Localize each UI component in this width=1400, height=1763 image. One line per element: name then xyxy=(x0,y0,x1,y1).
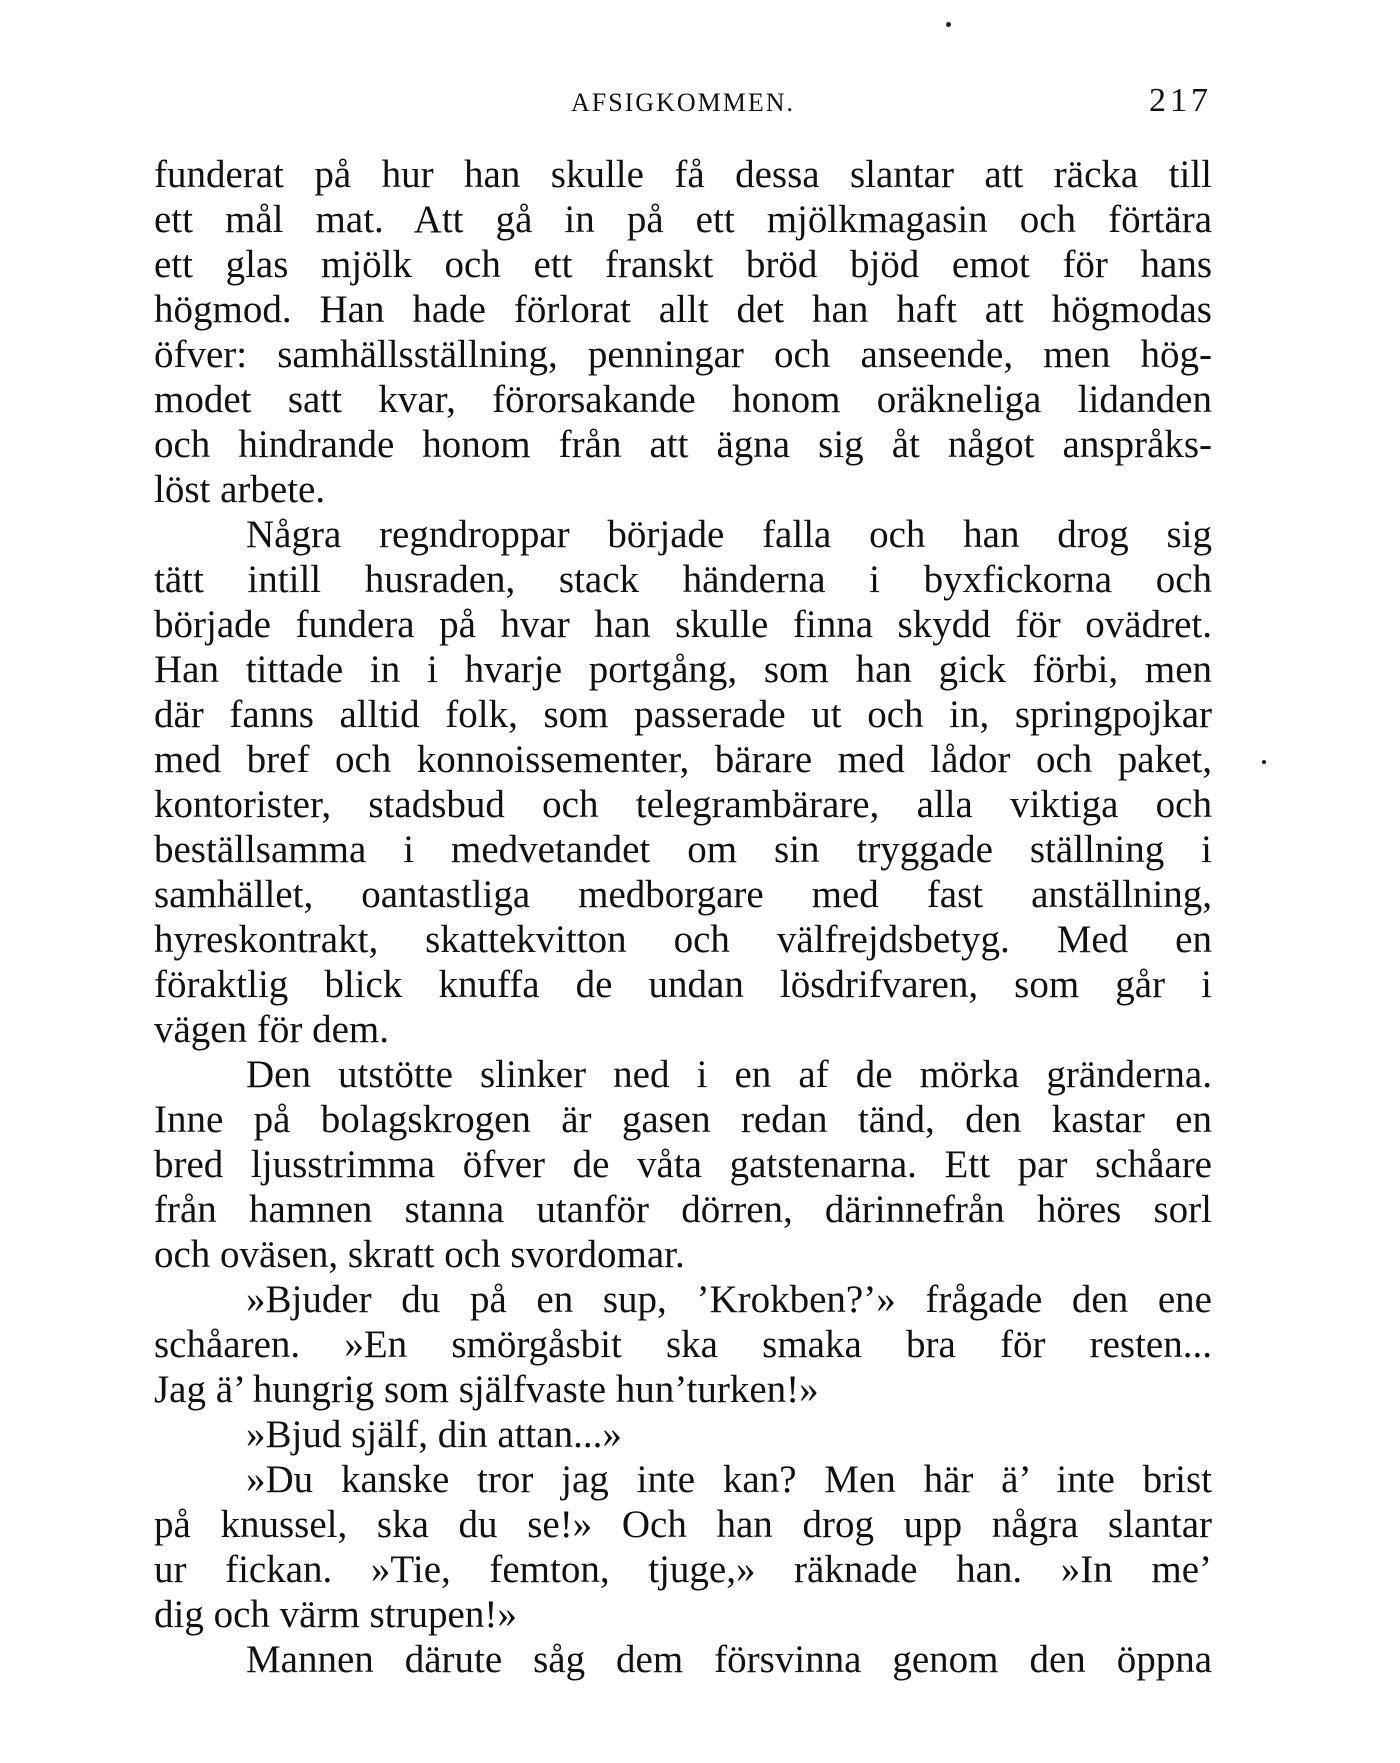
text-line: dig och värm strupen!» xyxy=(154,1593,517,1636)
running-head xyxy=(154,82,1212,122)
text-line: schåaren. »En smörgåsbit ska smaka bra för resten... xyxy=(154,1323,1212,1366)
text-line: ur fickan. »Tie, femton, tjuge,» räknade han. »In me’ xyxy=(154,1548,1212,1591)
text-line: löst arbete. xyxy=(154,468,326,511)
text-line: tätt intill husraden, stack händerna i byxfickorna och xyxy=(154,558,1212,601)
text-line: vägen för dem. xyxy=(154,1008,389,1051)
text-line: där fanns alltid folk, som passerade ut och in, springpojkar xyxy=(154,693,1212,736)
text-line: modet satt kvar, förorsakande honom oräkneliga lidanden xyxy=(154,378,1212,421)
text-line: Mannen därute såg dem försvinna genom den öppna xyxy=(246,1638,1212,1681)
text-line: på knussel, ska du se!» Och han drog upp några slantar xyxy=(154,1503,1212,1546)
text-line: högmod. Han hade förlorat allt det han haft att högmodas xyxy=(154,288,1212,331)
text-line: Han tittade in i hvarje portgång, som han gick förbi, men xyxy=(154,648,1212,691)
text-line: »Du kanske tror jag inte kan? Men här ä’ inte brist xyxy=(246,1458,1212,1501)
text-line: började fundera på hvar han skulle finna skydd för ovädret. xyxy=(154,603,1212,646)
text-line: Några regndroppar började falla och han drog sig xyxy=(246,513,1212,556)
body-text xyxy=(154,152,1212,1682)
text-line: föraktlig blick knuffa de undan lösdrifvaren, som går i xyxy=(154,963,1212,1006)
text-line: kontorister, stadsbud och telegrambärare, alla viktiga och xyxy=(154,783,1212,826)
text-line: med bref och konnoissementer, bärare med lådor och paket, xyxy=(154,738,1212,781)
print-speck xyxy=(1262,760,1266,764)
text-line: samhället, oantastliga medborgare med fast anställning, xyxy=(154,873,1212,916)
text-line: bred ljusstrimma öfver de våta gatstenarna. Ett par schåare xyxy=(154,1143,1212,1186)
running-title: AFSIGKOMMEN. xyxy=(570,88,796,117)
page-number: 217 xyxy=(1149,82,1212,119)
text-line: ett mål mat. Att gå in på ett mjölkmagasin och förtära xyxy=(154,198,1212,241)
text-line: »Bjuder du på en sup, ’Krokben?’» frågade den ene xyxy=(246,1278,1212,1321)
text-line: hyreskontrakt, skattekvitton och välfrejdsbetyg. Med en xyxy=(154,918,1212,961)
text-line: Inne på bolagskrogen är gasen redan tänd, den kastar en xyxy=(154,1098,1212,1141)
text-line: »Bjud själf, din attan...» xyxy=(246,1413,622,1456)
text-line: och hindrande honom från att ägna sig åt något anspråks- xyxy=(154,423,1212,466)
text-line: ett glas mjölk och ett franskt bröd bjöd emot för hans xyxy=(154,243,1212,286)
text-line: beställsamma i medvetandet om sin tryggade ställning i xyxy=(154,828,1212,871)
text-line: Den utstötte slinker ned i en af de mörka gränderna. xyxy=(246,1053,1212,1096)
print-speck xyxy=(946,22,951,27)
text-line: funderat på hur han skulle få dessa slantar att räcka till xyxy=(154,153,1212,196)
text-line: och oväsen, skratt och svordomar. xyxy=(154,1233,685,1276)
text-line: öfver: samhällsställning, penningar och anseende, men hög- xyxy=(154,333,1212,376)
text-line: från hamnen stanna utanför dörren, därinnefrån höres sorl xyxy=(154,1188,1212,1231)
text-line: Jag ä’ hungrig som själfvaste hun’turken!» xyxy=(154,1368,819,1411)
